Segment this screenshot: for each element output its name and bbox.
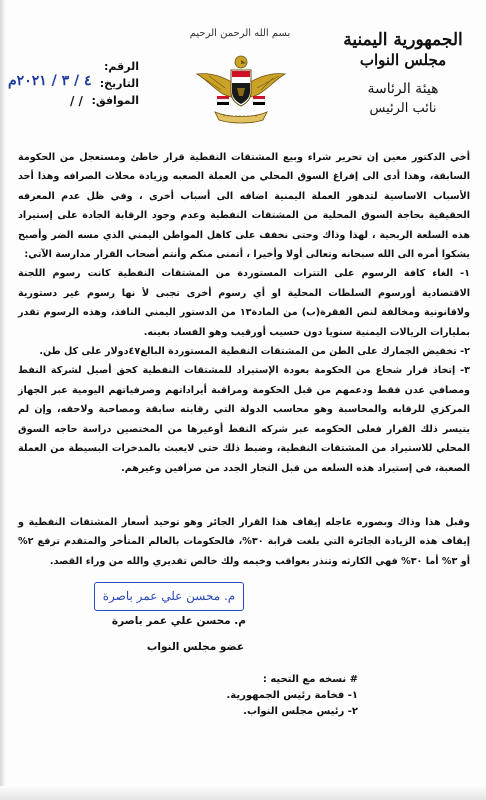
letterhead [328,30,478,118]
signatory-name: م. محسن علي عمر باصرة [111,615,246,627]
letterhead-parliament: مجلس النواب [359,51,447,69]
reference-number-label: الرقم: [104,60,139,73]
copies-list [190,672,358,720]
letterhead-presidency: هيئة الرئاسة [367,81,439,97]
letterhead-country: الجمهورية اليمنية [343,30,463,50]
date-label: التاريخ: [99,77,139,90]
signature-stamp: م. محسن علي عمر باصرة [94,582,244,611]
scan-edge-shadow [0,0,6,800]
scan-bottom-shadow [0,786,486,800]
copies-heading: # نسخه مع التحيه : [262,674,358,685]
point-three-paragraph: ٣- إتخاذ قرار شجاع من الحكومة بعودة الإستيراد للمشتقات النفطية كحق أصيل لشركة النفط ومصافي عدن فقط ودعمهم من قبل الحكومة ومراقبة أيراداتهم وصرفياتهم اليومية عبر الجهاز المركزي للرقابه والمحاسبة وهو محاسب الدولة التي رقابته سابقة ومصاحبة ولاحقه، وإن لم يتيسر ذلك القرار فعلى الحكومه عبر شركه النفط أوغيرها من المختصين دراسة حاجه السوق المحلي للاستيراد من المشتقات النفطية، وضبط ذلك حتى لايعبث بالمدخرات البسيطة من العملة الصعبة، في إستيراد هذه السلعه من قبل التجار الجدد من صرافين وغيرهم. [18,365,470,474]
reference-block [4,60,179,111]
date-value: ٤ / ٣ / ٢٠٢١م [8,73,92,89]
copy-recipient-1: ١- فخامة رئيس الجمهورية. [226,690,358,701]
yemen-eagle-emblem-icon [193,48,289,130]
letter-body [18,148,470,478]
intro-paragraph: أخي الدكتور معين إن تحرير شراء وبيع المشتقات النفطية قرار خاطئ ومستعجل من الحكومة السابقة، وهذا أدى الى إفراغ السوق المحلي من العملة الصعبه وزيادة محلات الصرافه وهذا أحد الأسباب الاساسية لتدهور العملة اليمنية اضافه الى أسباب أخرى ، وفي ظل عدم المعرفه الحقيقية بحاجة السوق المحلية من المشتقات النفطية وعدم وجود الرقابة الجادة على إستيراد هذه السلعة الربحية ، لهذا وذاك وحتى نخفف على كاهل المواطن اليمني الذي مسه الضر وأصبح يشكوا أمره الى الله سبحانه وتعالى أولا وأخيرا ، أتمنى منكم وأنتم أصحاب القرار مدارسة الآتي: [18,152,470,261]
corresponding-date-value: / / [70,94,83,108]
date-row [4,73,179,94]
closing-paragraph: وقبل هذا وذاك وبصوره عاجله إيقاف هذا القرار الجائر وهو توحيد أسعار المشتقات النفطية و إيقاف هذه الزيادة الجائرة التي بلغت قرابة ٣٠%، فالحكومات بالعالم المتأخر والمتقدم ترفع ٢% أو ٣% أما ٣٠% فهي الكارثه وتنذر بعواقب وخيمه ولك خالص تقديري والله من وراء القصد. [18,517,470,567]
letterhead-vice-president: نائب الرئيس [369,101,437,116]
corresponding-date-label: الموافق: [91,94,139,107]
corresponding-date-row [4,94,179,111]
signatory-title: عضو مجلس النواب [146,641,244,653]
point-two-paragraph: ٢- تخفيض الجمارك على الطن من المشتقات النفطية المستوردة البالغ٤٧دولار على كل طن. [39,346,470,358]
point-one-paragraph: ١- الغاء كافة الرسوم على التترات المستوردة من المشتقات النفطية كانت رسوم اللجنة الاقتصادية أورسوم السلطات المحلية او أي رسوم أخرى تجبى لأ نها رسوم غير دستورية ولاقانونية ومخالفة لنص الفقرة(ب) من المادة١٣ من الدستور اليمني النافذ، وهذه الرسوم تقدر بمليارات الريالات اليمنية سنويا دون حسيب أورقيب وهو الفساد بعينه. [18,268,470,338]
copy-recipient-2: ٢- رئيس مجلس النواب. [243,706,358,717]
basmala: بسم الله الرحمن الرحيم [189,28,291,39]
